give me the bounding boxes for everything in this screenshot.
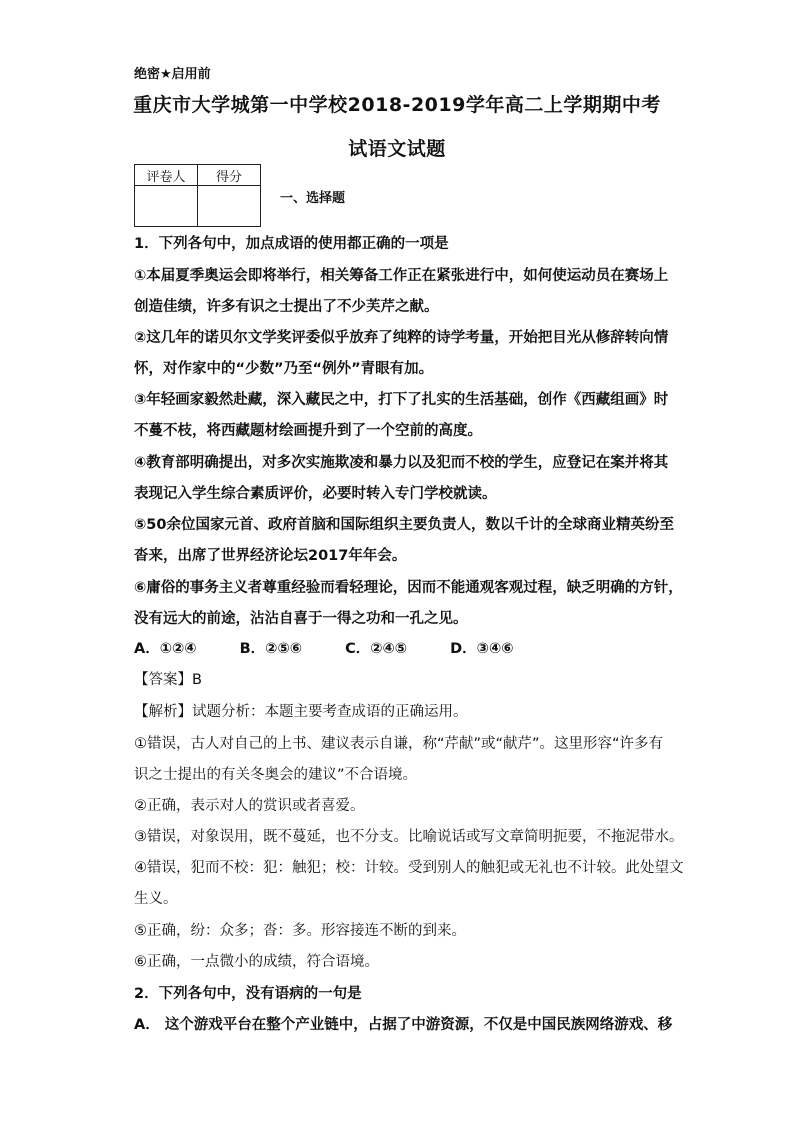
question-1-options — [134, 639, 552, 659]
grader-score-table — [134, 164, 261, 227]
section-heading: 一、选择题 — [280, 191, 346, 206]
question-1-line: ②这几年的诺贝尔文学奖评委似乎放弃了纯粹的诗学考量，开始把目光从修辞转向情 — [134, 330, 669, 346]
analysis-line: ④错误，犯而不校：犯：触犯；校：计较。受到别人的触犯或无礼也不计较。此处望文 — [134, 860, 684, 876]
analysis-line: ③错误，对象误用，既不蔓延，也不分支。比喻说话或写文章简明扼要，不拖泥带水。 — [134, 829, 684, 845]
answer-line: 【答案】B — [134, 672, 202, 688]
question-1-line: ⑤50余位国家元首、政府首脑和国际组织主要负责人，数以千计的全球商业精英纷至 — [134, 517, 674, 533]
grader-header: 评卷人 — [135, 165, 198, 186]
analysis-line: ②正确，表示对人的赏识或者喜爱。 — [134, 798, 365, 814]
question-2-stem: 2．下列各句中，没有语病的一句是 — [134, 986, 362, 1002]
question-1-line: ⑥庸俗的事务主义者尊重经验而看轻理论，因而不能通观客观过程，缺乏明确的方针， — [134, 580, 683, 596]
question-1-line: 没有远大的前途，沾沾自喜于一得之功和一孔之见。 — [134, 611, 468, 627]
question-1-line: 表现记入学生综合素质评价，必要时转入专门学校就读。 — [134, 486, 497, 502]
analysis-line: 识之士提出的有关冬奥会的建议”不合语境。 — [134, 767, 418, 783]
option-c[interactable]: C．②④⑤ — [345, 641, 408, 657]
analysis-line: 【解析】试题分析：本题主要考查成语的正确运用。 — [134, 704, 468, 720]
analysis-line: 生义。 — [134, 891, 178, 907]
analysis-line: ①错误，古人对自己的上书、建议表示自谦，称“芹献”或“献芹”。这里形容“许多有 — [134, 736, 664, 752]
exam-title-line-2: 试语文试题 — [348, 138, 446, 160]
secret-label: 绝密★启用前 — [134, 67, 211, 82]
question-2-option-a: A． 这个游戏平台在整个产业链中，占据了中游资源，不仅是中国民族网络游戏、移 — [134, 1017, 673, 1033]
question-1-line: ④教育部明确提出，对多次实施欺凌和暴力以及犯而不校的学生，应登记在案并将其 — [134, 455, 669, 471]
analysis-line: ⑤正确，纷：众多；沓：多。形容接连不断的到来。 — [134, 923, 466, 939]
option-a[interactable]: A．①②④ — [134, 641, 197, 657]
option-d[interactable]: D．③④⑥ — [450, 641, 514, 657]
question-1-line: 不蔓不枝，将西藏题材绘画提升到了一个空前的高度。 — [134, 423, 482, 439]
question-1-line: ①本届夏季奥运会即将举行，相关筹备工作正在紧张进行中，如何使运动员在赛场上 — [134, 268, 669, 284]
exam-title-line-1: 重庆市大学城第一中学校2018-2019学年高二上学期期中考 — [133, 94, 661, 116]
score-cell — [198, 186, 261, 227]
question-1-line: 沓来，出席了世界经济论坛2017年年会。 — [134, 548, 407, 564]
question-1-line: ③年轻画家毅然赴藏，深入藏民之中，打下了扎实的生活基础，创作《西藏组画》时 — [134, 392, 669, 408]
question-1-line: 创造佳绩，许多有识之士提出了不少芙芹之献。 — [134, 299, 439, 315]
grader-cell — [135, 186, 198, 227]
score-header: 得分 — [198, 165, 261, 186]
option-b[interactable]: B．②⑤⑥ — [239, 641, 303, 657]
analysis-line: ⑥正确，一点微小的成绩，符合语境。 — [134, 954, 379, 970]
question-1-line: 怀，对作家中的“少数”乃至“例外”青眼有加。 — [134, 361, 434, 377]
question-1-stem: 1．下列各句中，加点成语的使用都正确的一项是 — [134, 236, 449, 252]
